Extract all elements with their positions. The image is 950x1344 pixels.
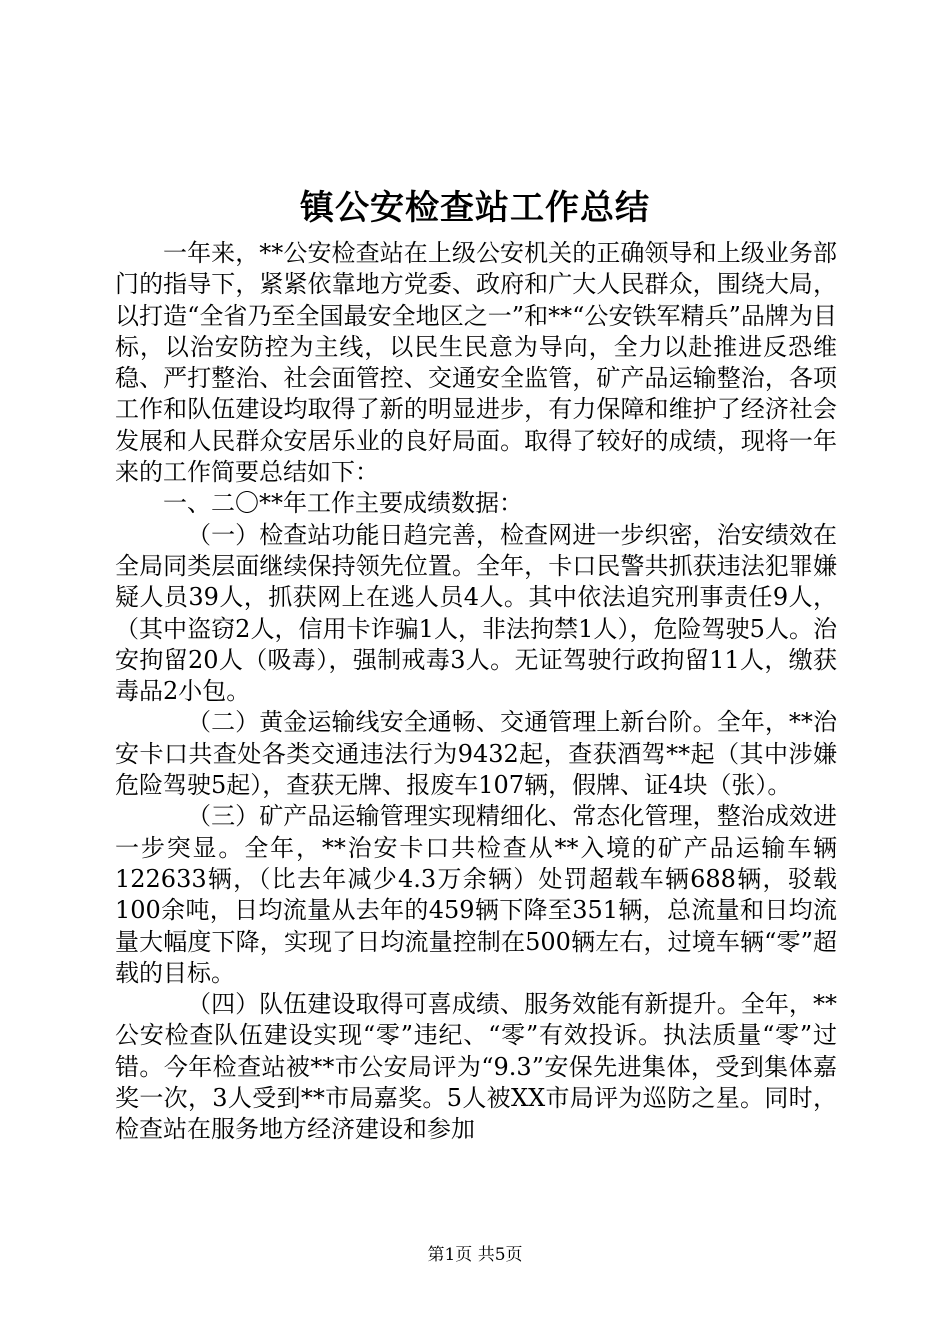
document-title: 镇公安检查站工作总结 [300,188,650,228]
item-paragraph: （一）检查站功能日趋完善，检查网进一步织密，治安绩效在全局同类层面继续保持领先位置。全年，卡口民警共抓获违法犯罪嫌疑人员39人，抓获网上在逃人员4人。其中依法追究刑事责任9人，（其中盗窃2人，信用卡诈骗1人，非法拘禁1人），危险驾驶5人。治安拘留20人（吸毒），强制戒毒3人。无证驾驶行政拘留11人，缴获毒品2小包。 [115,520,837,706]
item-paragraph: （二）黄金运输线安全通畅、交通管理上新台阶。全年，**治安卡口共查处各类交通违法行为9432起，查获酒驾**起（其中涉嫌危险驾驶5起），查获无牌、报废车107辆，假牌、证4块（张）。 [115,708,837,800]
item-paragraph: （三）矿产品运输管理实现精细化、常态化管理，整治成效进一步突显。全年，**治安卡口共检查从**入境的矿产品运输车辆122633辆，（比去年减少4.3万余辆）处罚超载车辆688辆，驳载100余吨，日均流量从去年的459辆下降至351辆，总流量和日均流量大幅度下降，实现了日均流量控制在500辆左右，过境车辆“零”超载的目标。 [115,802,837,987]
document-body [115,238,837,1146]
page-number-footer: 第1页 共5页 [427,1245,523,1265]
intro-paragraph: 一年来，**公安检查站在上级公安机关的正确领导和上级业务部门的指导下，紧紧依靠地方党委、政府和广大人民群众，围绕大局，以打造“全省乃至全国最安全地区之一”和**“公安铁军精兵”品牌为目标，以治安防控为主线，以民生民意为导向，全力以赴推进反恐维稳、严打整治、社会面管控、交通安全监管，矿产品运输整治，各项工作和队伍建设均取得了新的明显进步，有力保障和维护了经济社会发展和人民群众安居乐业的良好局面。取得了较好的成绩，现将一年来的工作简要总结如下： [115,239,837,487]
item-paragraph: （四）队伍建设取得可喜成绩、服务效能有新提升。全年，**公安检查队伍建设实现“零”违纪、“零”有效投诉。执法质量“零”过错。今年检查站被**市公安局评为“9.3”安保先进集体，受到集体嘉奖一次，3人受到**市局嘉奖。5人被XX市局评为巡防之星。同时，检查站在服务地方经济建设和参加 [115,990,837,1144]
section-heading: 一、二〇**年工作主要成绩数据： [163,489,523,518]
